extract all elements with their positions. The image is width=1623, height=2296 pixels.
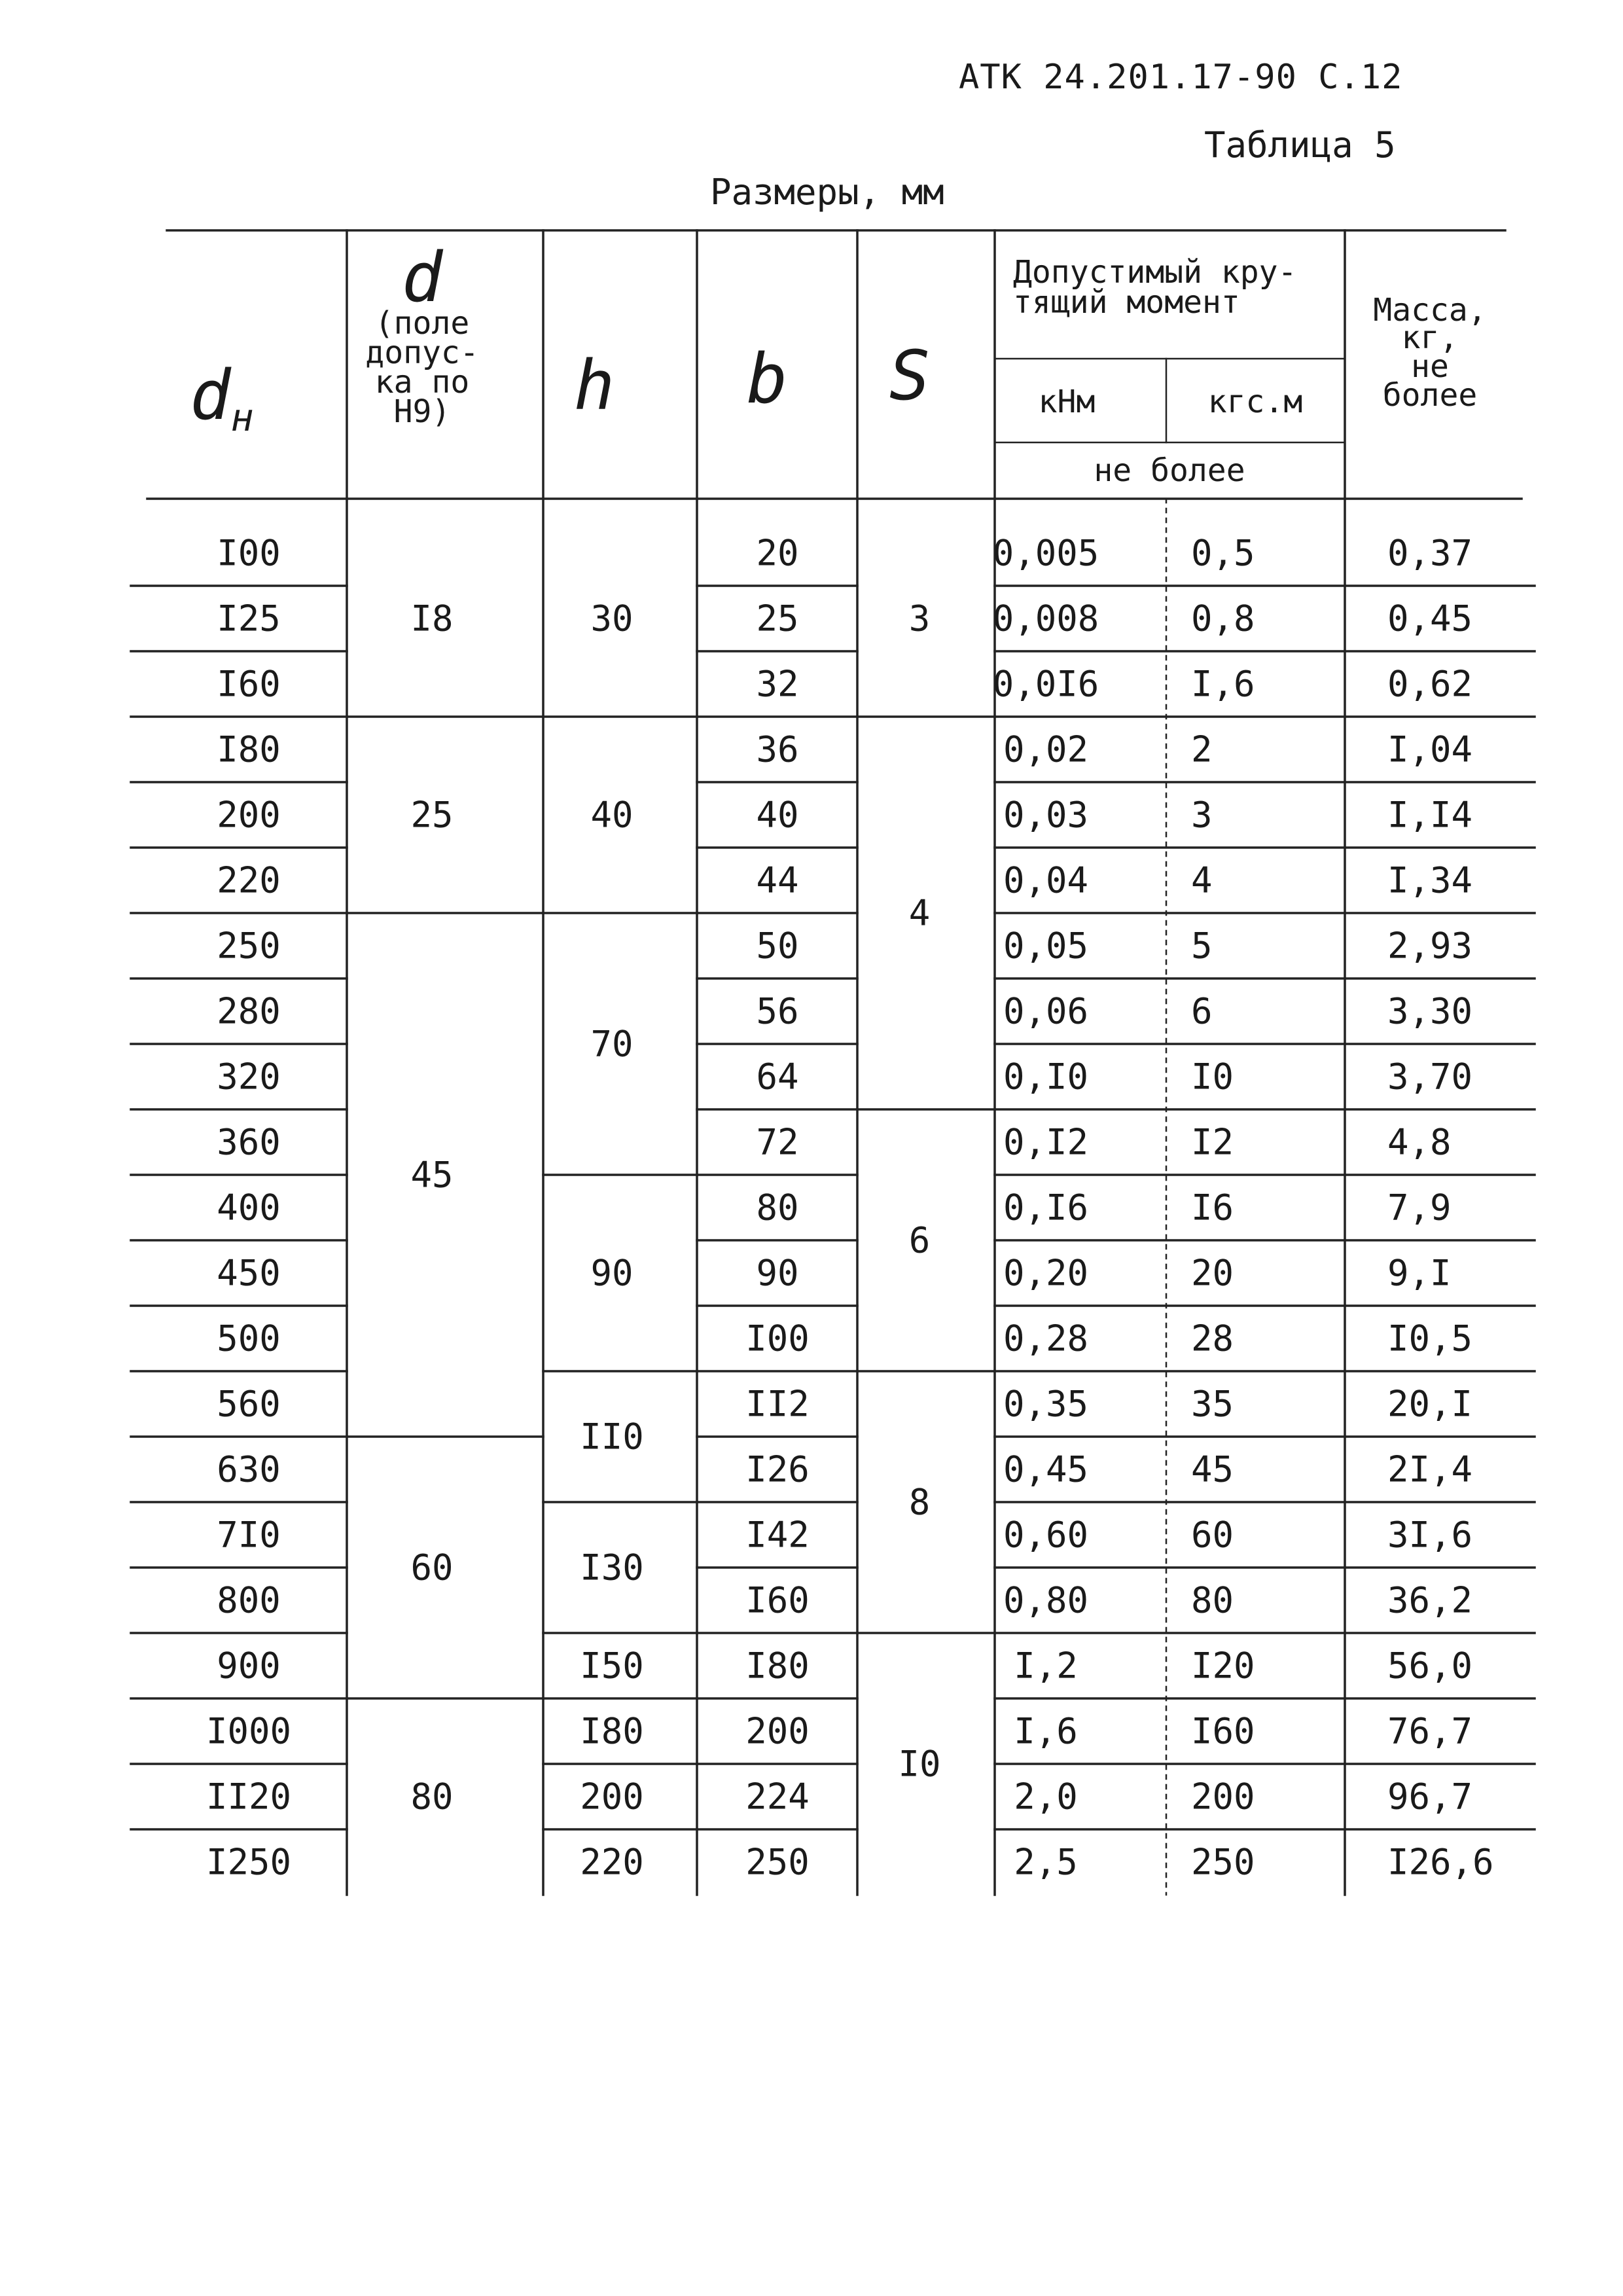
cell-dn: 200 (217, 794, 281, 836)
cell-b: 32 (756, 663, 799, 705)
header-d-note-4: Н9) (393, 393, 451, 430)
cell-b: I26 (745, 1448, 810, 1490)
cell-b: 64 (756, 1056, 799, 1098)
cell-kgsm: I2 (1191, 1121, 1234, 1163)
group-cell-h: I80 (580, 1710, 644, 1752)
cell-b: 25 (756, 598, 799, 639)
cell-b: I60 (745, 1579, 810, 1621)
cell-knm: 0,28 (1003, 1318, 1089, 1359)
cell-kgsm: 80 (1191, 1579, 1234, 1621)
cell-kgsm: I20 (1191, 1645, 1255, 1687)
cell-knm: 0,0I6 (992, 663, 1099, 705)
cell-mass: 3I,6 (1387, 1514, 1473, 1556)
cell-b: 200 (745, 1710, 810, 1752)
group-cell-h: 70 (590, 1023, 633, 1065)
cell-knm: 0,008 (992, 598, 1099, 639)
cell-dn: I60 (217, 663, 281, 705)
cell-dn: I250 (205, 1841, 292, 1883)
cell-b: 40 (756, 794, 799, 836)
group-cell-d: 25 (410, 794, 454, 836)
group-cell-h: I50 (580, 1645, 644, 1687)
header-h-symbol: h (573, 346, 615, 425)
group-cell-s: 3 (908, 598, 931, 639)
cell-mass: 0,62 (1387, 663, 1473, 705)
cell-kgsm: 200 (1191, 1776, 1255, 1818)
group-cell-s: 8 (908, 1481, 931, 1523)
cell-mass: I0,5 (1387, 1318, 1473, 1359)
cell-knm: 0,04 (1003, 859, 1089, 901)
group-cell-h: 30 (590, 598, 633, 639)
group-cell-s: I0 (898, 1743, 941, 1785)
cell-knm: 0,02 (1003, 728, 1089, 770)
cell-dn: 800 (217, 1579, 281, 1621)
group-cell-d: 60 (410, 1547, 454, 1588)
cell-knm: 0,06 (1003, 990, 1089, 1032)
cell-mass: I26,6 (1387, 1841, 1494, 1883)
cell-knm: 0,I6 (1003, 1187, 1089, 1229)
cell-dn: 900 (217, 1645, 281, 1687)
cell-dn: I000 (205, 1710, 292, 1752)
header-d-note-1: (поле (374, 305, 470, 342)
cell-b: I42 (745, 1514, 810, 1556)
cell-mass: 56,0 (1387, 1645, 1473, 1687)
cell-b: II2 (745, 1383, 810, 1425)
cell-mass: 3,70 (1387, 1056, 1473, 1098)
cell-kgsm: 4 (1191, 859, 1213, 901)
cell-mass: 9,I (1387, 1252, 1452, 1294)
cell-knm: 0,45 (1003, 1448, 1089, 1490)
cell-mass: 4,8 (1387, 1121, 1452, 1163)
cell-knm: 2,0 (1014, 1776, 1078, 1818)
cell-dn: 500 (217, 1318, 281, 1359)
header-s-symbol: S (889, 336, 931, 416)
group-cell-s: 4 (908, 892, 931, 934)
document-code: АТК 24.201.17-90 С.12 (959, 58, 1403, 97)
group-cell-d: 45 (410, 1154, 454, 1196)
group-cell-h: II0 (580, 1416, 644, 1458)
cell-knm: 0,03 (1003, 794, 1089, 836)
cell-dn: 320 (217, 1056, 281, 1098)
cell-b: 20 (756, 532, 799, 574)
cell-b: 36 (756, 728, 799, 770)
cell-knm: 0,60 (1003, 1514, 1089, 1556)
cell-b: I80 (745, 1645, 810, 1687)
cell-mass: 0,37 (1387, 532, 1473, 574)
cell-dn: 220 (217, 859, 281, 901)
cell-b: 50 (756, 925, 799, 967)
cell-dn: II20 (205, 1776, 292, 1818)
header-d-note-2: допус- (365, 334, 479, 371)
cell-b: 250 (745, 1841, 810, 1883)
cell-knm: 0,I0 (1003, 1056, 1089, 1098)
header-torque-kgsm: кгс.м (1207, 384, 1303, 420)
cell-kgsm: I6 (1191, 1187, 1234, 1229)
cell-mass: 96,7 (1387, 1776, 1473, 1818)
cell-mass: 3,30 (1387, 990, 1473, 1032)
group-cell-h: 90 (590, 1252, 633, 1294)
cell-dn: 560 (217, 1383, 281, 1425)
cell-dn: I00 (217, 532, 281, 574)
cell-knm: 0,35 (1003, 1383, 1089, 1425)
cell-dn: 250 (217, 925, 281, 967)
grid-text (206, 533, 1494, 1883)
cell-mass: I,04 (1387, 728, 1473, 770)
header-torque-title-2: тящий момент (1013, 284, 1240, 321)
cell-b: 44 (756, 859, 799, 901)
cell-knm: 0,20 (1003, 1252, 1089, 1294)
cell-mass: 36,2 (1387, 1579, 1473, 1621)
table-number: Таблица 5 (1204, 124, 1396, 166)
cell-mass: 0,45 (1387, 598, 1473, 639)
group-cell-d: I8 (410, 598, 454, 639)
cell-kgsm: 2 (1191, 728, 1213, 770)
cell-knm: I,2 (1014, 1645, 1078, 1687)
group-cell-d: 80 (410, 1776, 454, 1818)
cell-dn: I25 (217, 598, 281, 639)
cell-knm: 2,5 (1014, 1841, 1078, 1883)
cell-dn: I80 (217, 728, 281, 770)
cell-kgsm: 3 (1191, 794, 1213, 836)
units-caption: Размеры, мм (710, 171, 944, 213)
cell-kgsm: 20 (1191, 1252, 1234, 1294)
header-d-note-3: ка по (374, 364, 470, 401)
group-cell-h: 200 (580, 1776, 644, 1818)
header-dn-symbol: dн (190, 355, 254, 440)
cell-dn: 630 (217, 1448, 281, 1490)
cell-mass: 7,9 (1387, 1187, 1452, 1229)
header-torque-knm: кНм (1038, 384, 1096, 420)
cell-kgsm: 45 (1191, 1448, 1234, 1490)
cell-knm: 0,I2 (1003, 1121, 1089, 1163)
cell-knm: I,6 (1014, 1710, 1078, 1752)
cell-mass: 20,I (1387, 1383, 1473, 1425)
cell-knm: 0,05 (1003, 925, 1089, 967)
cell-kgsm: 0,5 (1191, 532, 1255, 574)
cell-b: 56 (756, 990, 799, 1032)
header-b-symbol: b (746, 339, 788, 419)
header-mass-3: не (1411, 348, 1449, 385)
header-torque-limit: не более (1094, 452, 1245, 489)
cell-b: 80 (756, 1187, 799, 1229)
group-cell-s: 6 (908, 1219, 931, 1261)
cell-dn: 7I0 (217, 1514, 281, 1556)
header-mass-1: Масса, (1373, 292, 1487, 329)
cell-kgsm: I60 (1191, 1710, 1255, 1752)
cell-kgsm: I0 (1191, 1056, 1234, 1098)
cell-kgsm: 6 (1191, 990, 1213, 1032)
cell-kgsm: 0,8 (1191, 598, 1255, 639)
cell-dn: 280 (217, 990, 281, 1032)
cell-b: 72 (756, 1121, 799, 1163)
header-torque-title-1: Допустимый кру- (1013, 254, 1297, 291)
cell-dn: 360 (217, 1121, 281, 1163)
cell-kgsm: 35 (1191, 1383, 1234, 1425)
cell-kgsm: 28 (1191, 1318, 1234, 1359)
cell-mass: 2I,4 (1387, 1448, 1473, 1490)
cell-b: I00 (745, 1318, 810, 1359)
cell-kgsm: 60 (1191, 1514, 1234, 1556)
cell-knm: 0,80 (1003, 1579, 1089, 1621)
cell-knm: 0,005 (992, 532, 1099, 574)
cell-kgsm: I,6 (1191, 663, 1255, 705)
cell-dn: 450 (217, 1252, 281, 1294)
cell-mass: 2,93 (1387, 925, 1473, 967)
cell-mass: 76,7 (1387, 1710, 1473, 1752)
cell-kgsm: 5 (1191, 925, 1213, 967)
cell-mass: I,I4 (1387, 794, 1473, 836)
group-cell-h: 40 (590, 794, 633, 836)
cell-kgsm: 250 (1191, 1841, 1255, 1883)
cell-mass: I,34 (1387, 859, 1473, 901)
cell-dn: 400 (217, 1187, 281, 1229)
group-cell-h: I30 (580, 1547, 644, 1588)
cell-b: 90 (756, 1252, 799, 1294)
header-mass-4: более (1382, 377, 1478, 414)
group-cell-h: 220 (580, 1841, 644, 1883)
grid-lines (131, 230, 1535, 1895)
header-mass-2: кг, (1401, 319, 1459, 356)
cell-b: 224 (745, 1776, 810, 1818)
header-d-symbol: d (401, 238, 443, 317)
